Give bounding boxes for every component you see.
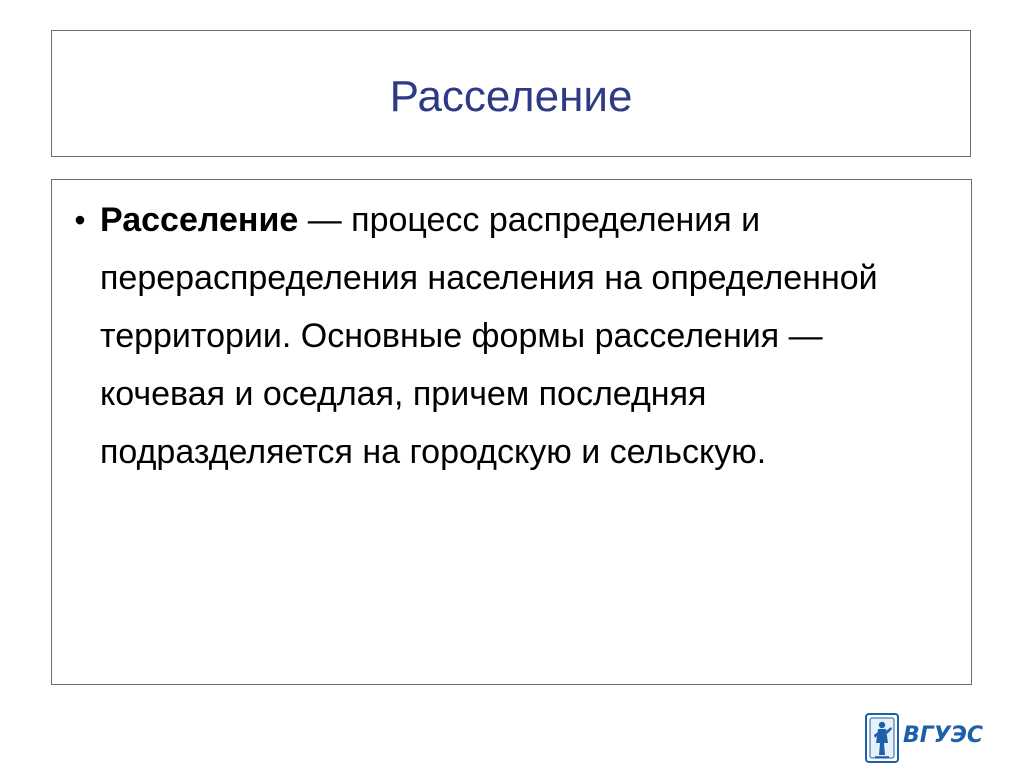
bullet-text — [100, 191, 940, 481]
content-placeholder — [51, 179, 972, 685]
bullet-marker: • — [74, 202, 86, 238]
definition-term: Расселение — [100, 201, 299, 239]
title-placeholder — [51, 30, 971, 157]
slide-title: Расселение — [389, 72, 633, 121]
bullet-item — [60, 191, 940, 481]
university-emblem-icon — [865, 713, 899, 763]
logo-wordmark: ВГУЭС — [903, 723, 984, 748]
definition-body: — процесс распределения и перераспределения населения на определенной территории. Основные формы расселения — кочевая и оседлая, причем последняя подразделяется на городскую и сельскую. — [100, 201, 878, 471]
university-logo — [865, 713, 990, 763]
